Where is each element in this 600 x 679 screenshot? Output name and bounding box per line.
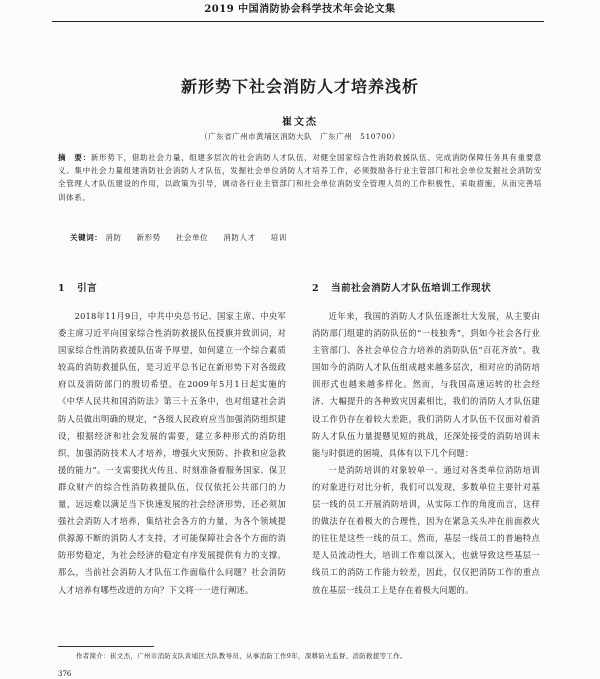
keyword: 培训 xyxy=(270,233,287,242)
keywords xyxy=(70,232,542,244)
section-title: 当前社会消防人才队伍培训工作现状 xyxy=(331,283,492,294)
left-column xyxy=(58,282,286,599)
section-2-paragraph: 一是消防培训的对象较单一。通过对各类单位消防培训的对象进行对比分析，我们可以发现，多数单位主要针对基层一线的员工开展消防培训，从实际工作的角度而言，这样的做法存在着极大的合理性，因为在紧急关头冲在前面救火的往往是这些一线的员工。然而，基层一线员工的普遍特点是人员流动性大，培训工作难以深入，也就导致这些基层一线员工的消防工作能力较差，因此，仅仅把消防工作的重点放在基层一线员工上是存在着极大问题的。 xyxy=(312,464,540,595)
keyword: 消防人才 xyxy=(223,233,256,242)
section-1-paragraph: 2018年11月9日，中共中央总书记、国家主席、中央军委主席习近平向国家综合性消防救援队伍授旗并致训词，对国家综合性消防救援队伍寄予厚望，如何建立一个综合素质较高的消防救援队伍，是习近平总书记在新形势下对各级政府以及消防部门的殷切希望。在2009年5月1日起实施的《中华人民共和国消防法》第三十五条中，也对组建社会消防人员做出明确的规定，“各级人民政府应当加强消防组织建设，根据经济和社会发展的需要，建立多种形式的消防组织，加强消防技术人才培养，增强火灾预防、扑救和应急救援的能力”。一支需要扰火传且、时刻准备着服务国家、保卫群众财产的综合性消防救援队伍，仅仅依托公共部门的力量，远远难以满足当下快速发展的社会经济形势，还必须加强社会消防人才培养，集结社会各方的力量，为各个领域提供源源不断的消防人才支持，才可能保障社会各个方面的消防形势稳定，为社会经济的稳定有序发展提供有力的支撑。那么，当前社会消防人才队伍工作面临什么问题？社会消防人才培养有哪些改进的方向？下文将一一进行阐述。 xyxy=(58,311,286,595)
author-footnote: 作者简介：崔文杰，广州市消防支队黄埔区大队教导员，从事消防工作9年，深耕防火监督、消防救援等工作。 xyxy=(76,652,407,660)
keyword: 社会单位 xyxy=(175,233,209,242)
keyword: 消防 xyxy=(105,233,122,242)
running-header: 2019 中国消防协会科学技术年会论文集 xyxy=(204,4,396,15)
section-2-paragraph: 近年来，我国的消防人才队伍逐渐壮大发展，从主要由消防部门组建的消防队伍的“一枝独秀”，到如今社会各行业主管部门、各社会单位合力培养的消防队伍“百花齐放”。我国如今的消防人才队伍组成越来越多层次，相对应的消防培训形式也越来越多样化。然而，与我国高速运转的社会经济、大幅提升的各种致灾因素相比，我们的消防人才队伍建设工作仍存在着较大差距，我们消防人才队伍不仅面对着消防人才队伍力量提懸见短的挑战，还深处接受的消防培训未能与时俱进的困境，具体有以下几个问题： xyxy=(312,311,540,458)
header-rule xyxy=(52,21,544,22)
paper-title: 新形势下社会消防人才培养浅析 xyxy=(180,77,419,96)
abstract xyxy=(58,151,542,204)
section-2-heading xyxy=(312,282,540,296)
keywords-label: 关键词： xyxy=(70,233,103,242)
page-number: 376 xyxy=(58,670,72,678)
footnote-rule xyxy=(58,646,154,647)
right-column xyxy=(312,282,540,599)
author-name: 崔文杰 xyxy=(282,117,318,128)
keyword: 新形势 xyxy=(136,233,161,242)
section-title: 引言 xyxy=(77,283,98,294)
abstract-text: 新形势下，借助社会力量，组建多层次的社会消防人才队伍，对健全国家综合性消防救援队伍、完成消防保障任务具有重要意义。集中社会力量组建消防社会消防人才队伍，发掘社会单位消防人才培养工作，必须鼓励各行业主管部门和社会单位发掘社会消防安全管理人才队伍建设的作用，以政策为引导，调动各行业主管部门和社会单位消防安全管理人员的工作积极性，采取措施，从而完善培训体系。 xyxy=(58,153,542,202)
section-number: 2 xyxy=(312,283,320,294)
section-1-heading xyxy=(58,282,286,296)
section-number: 1 xyxy=(58,283,66,294)
author-affiliation: （广东省广州市黄埔区消防大队 广东广州 510700） xyxy=(200,132,400,141)
abstract-label: 摘 要： xyxy=(58,153,91,162)
